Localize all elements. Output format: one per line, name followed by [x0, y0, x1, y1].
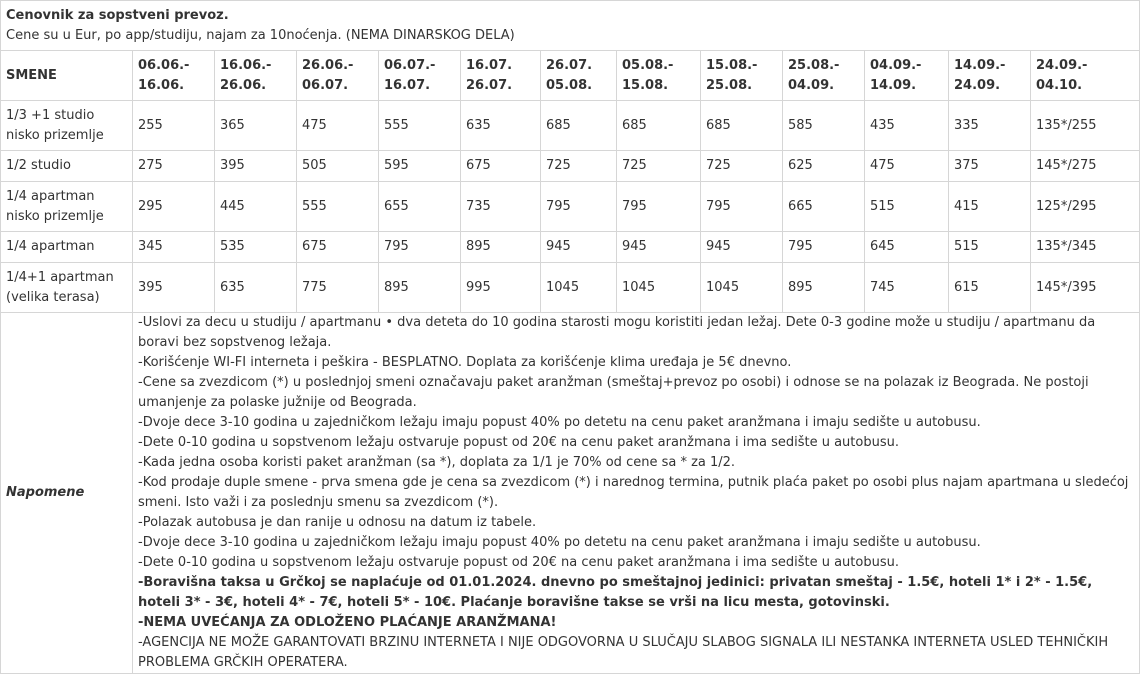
header-period	[949, 51, 1031, 101]
header-period	[133, 51, 215, 101]
row-label	[1, 263, 133, 313]
header-period-line: 05.08.-	[622, 57, 674, 73]
row-label-line: nisko prizemlje	[6, 208, 104, 224]
header-period	[215, 51, 297, 101]
price-cell: 945	[541, 232, 617, 263]
note-line: -Korišćenje WI-FI interneta i peškira - BESPLATNO. Doplata za korišćenje klima uređaja je 5€ dnevno.	[138, 355, 792, 370]
price-cell: 1045	[541, 263, 617, 313]
price-cell: 675	[297, 232, 379, 263]
price-cell: 685	[701, 101, 783, 151]
header-period-line: 24.09.-	[1036, 57, 1088, 73]
header-period-line: 25.08.-	[788, 57, 840, 73]
header-period-line: 16.07.	[384, 77, 431, 93]
row-label-line: (velika terasa)	[6, 289, 100, 305]
header-period-line: 06.06.-	[138, 57, 190, 73]
header-period	[783, 51, 865, 101]
header-period-line: 15.08.-	[706, 57, 758, 73]
price-cell: 415	[949, 182, 1031, 232]
row-label	[1, 151, 133, 182]
price-cell: 945	[701, 232, 783, 263]
row-label-line: 1/4+1 apartman	[6, 269, 114, 285]
price-cell: 945	[617, 232, 701, 263]
header-row	[1, 51, 1140, 101]
price-cell: 685	[541, 101, 617, 151]
header-period-line: 14.09.-	[954, 57, 1006, 73]
price-cell: 1045	[701, 263, 783, 313]
price-cell: 725	[617, 151, 701, 182]
price-cell: 435	[865, 101, 949, 151]
notes-row	[1, 313, 1140, 674]
header-period	[379, 51, 461, 101]
price-cell: 895	[379, 263, 461, 313]
price-cell: 775	[297, 263, 379, 313]
table-row	[1, 151, 1140, 182]
price-cell: 795	[617, 182, 701, 232]
price-cell: 685	[617, 101, 701, 151]
price-cell: 475	[865, 151, 949, 182]
row-label-line: 1/3 +1 studio	[6, 107, 95, 123]
header-period-line: 16.07.	[466, 57, 513, 73]
price-cell: 125*/295	[1031, 182, 1140, 232]
caption-subtitle: Cene su u Eur, po app/studiju, najam za 10noćenja. (NEMA DINARSKOG DELA)	[6, 27, 515, 43]
header-period-line: 16.06.	[138, 77, 185, 93]
header-period	[865, 51, 949, 101]
note-line: -Uslovi za decu u studiju / apartmanu • dva deteta do 10 godina starosti mogu koristiti jedan ležaj. Dete 0-3 godine može u studiju / apartmanu da boravi bez sopstvenog ležaja.	[138, 315, 1096, 350]
note-line: -Polazak autobusa je dan ranije u odnosu na datum iz tabele.	[138, 515, 537, 530]
price-cell: 585	[783, 101, 865, 151]
price-cell: 1045	[617, 263, 701, 313]
price-cell: 275	[133, 151, 215, 182]
note-line: -Dete 0-10 godina u sopstvenom ležaju ostvaruje popust od 20€ na cenu paket aranžmana i ima sedište u autobusu.	[138, 555, 899, 570]
price-cell: 655	[379, 182, 461, 232]
note-line: -NEMA UVEĆANJA ZA ODLOŽENO PLAĆANJE ARANŽMANA!	[138, 615, 557, 630]
note-line: -Boravišna taksa u Grčkoj se naplaćuje od 01.01.2024. dnevno po smeštajnoj jedinici: privatan smeštaj - 1.5€, hoteli 1* i 2* - 1.5€, hoteli 3* - 3€, hoteli 4* - 7€, hoteli 5* - 10€. Plaćanje boravišne takse se vrši na licu mesta, gotovinski.	[138, 575, 1093, 610]
note-line: -Dvoje dece 3-10 godina u zajedničkom ležaju imaju popust 40% po detetu na cenu paket aranžmana i imaju sedište u autobusu.	[138, 535, 981, 550]
price-cell: 135*/255	[1031, 101, 1140, 151]
header-period	[297, 51, 379, 101]
price-cell: 735	[461, 182, 541, 232]
header-period-line: 04.10.	[1036, 77, 1083, 93]
price-cell: 795	[783, 232, 865, 263]
header-period	[701, 51, 783, 101]
header-period	[617, 51, 701, 101]
price-cell: 135*/345	[1031, 232, 1140, 263]
note-line: -Dete 0-10 godina u sopstvenom ležaju ostvaruje popust od 20€ na cenu paket aranžmana i ima sedište u autobusu.	[138, 435, 899, 450]
price-cell: 635	[461, 101, 541, 151]
note-line: -Kod prodaje duple smene - prva smena gde je cena sa zvezdicom (*) i narednog termina, putnik plaća paket po osobi plus najam apartmana u sledećoj smeni. Isto važi i za poslednju smenu sa zvezdicom (*).	[138, 475, 1129, 510]
price-cell: 895	[461, 232, 541, 263]
row-label-line: 1/2 studio	[6, 158, 71, 173]
price-cell: 295	[133, 182, 215, 232]
price-cell: 505	[297, 151, 379, 182]
table-caption	[1, 1, 1140, 51]
note-line: -AGENCIJA NE MOŽE GARANTOVATI BRZINU INTERNETA I NIJE ODGOVORNA U SLUČAJU SLABOG SIGNALA ILI NESTANKA INTERNETA USLED TEHNIČKIH PROBLEMA GRČKIH OPERATERA.	[138, 635, 1109, 670]
price-cell: 745	[865, 263, 949, 313]
price-cell: 335	[949, 101, 1031, 151]
row-label-line: 1/4 apartman	[6, 239, 95, 254]
price-cell: 395	[215, 151, 297, 182]
header-period-line: 06.07.-	[384, 57, 436, 73]
price-cell: 555	[297, 182, 379, 232]
header-period-line: 06.07.	[302, 77, 349, 93]
notes-label: Napomene	[1, 313, 133, 674]
notes-content	[133, 313, 1140, 674]
header-period-line: 26.07.	[466, 77, 513, 93]
header-period	[1031, 51, 1140, 101]
table-row	[1, 232, 1140, 263]
price-cell: 645	[865, 232, 949, 263]
price-cell: 395	[133, 263, 215, 313]
header-period-line: 04.09.-	[870, 57, 922, 73]
row-label	[1, 232, 133, 263]
price-cell: 515	[865, 182, 949, 232]
price-cell: 725	[541, 151, 617, 182]
header-period-line: 26.07.	[546, 57, 593, 73]
header-period-line: 24.09.	[954, 77, 1001, 93]
note-line: -Dvoje dece 3-10 godina u zajedničkom ležaju imaju popust 40% po detetu na cenu paket aranžmana i imaju sedište u autobusu.	[138, 415, 981, 430]
price-cell: 635	[215, 263, 297, 313]
table-row	[1, 263, 1140, 313]
price-cell: 615	[949, 263, 1031, 313]
header-shifts: SMENE	[1, 51, 133, 101]
caption-title: Cenovnik za sopstveni prevoz.	[6, 7, 229, 23]
row-label	[1, 101, 133, 151]
row-label-line: 1/4 apartman	[6, 188, 95, 204]
header-period-line: 05.08.	[546, 77, 593, 93]
note-line: -Kada jedna osoba koristi paket aranžman (sa *), doplata za 1/1 je 70% od cene sa * za 1/2.	[138, 455, 736, 470]
price-cell: 375	[949, 151, 1031, 182]
table-row	[1, 101, 1140, 151]
price-cell: 795	[701, 182, 783, 232]
price-cell: 145*/275	[1031, 151, 1140, 182]
header-period-line: 04.09.	[788, 77, 835, 93]
price-cell: 625	[783, 151, 865, 182]
price-cell: 555	[379, 101, 461, 151]
price-cell: 595	[379, 151, 461, 182]
row-label-line: nisko prizemlje	[6, 127, 104, 143]
row-label	[1, 182, 133, 232]
header-period-line: 16.06.-	[220, 57, 272, 73]
price-cell: 795	[379, 232, 461, 263]
price-cell: 255	[133, 101, 215, 151]
price-cell: 895	[783, 263, 865, 313]
header-period-line: 25.08.	[706, 77, 753, 93]
header-period-line: 14.09.	[870, 77, 917, 93]
price-cell: 475	[297, 101, 379, 151]
table-row	[1, 182, 1140, 232]
price-cell: 995	[461, 263, 541, 313]
price-cell: 675	[461, 151, 541, 182]
price-cell: 445	[215, 182, 297, 232]
price-cell: 725	[701, 151, 783, 182]
header-period-line: 26.06.-	[302, 57, 354, 73]
header-period-line: 26.06.	[220, 77, 267, 93]
price-cell: 145*/395	[1031, 263, 1140, 313]
price-cell: 795	[541, 182, 617, 232]
price-cell: 535	[215, 232, 297, 263]
note-line: -Cene sa zvezdicom (*) u poslednjoj smeni označavaju paket aranžman (smeštaj+prevoz po osobi) i odnose se na polazak iz Beograda. Ne postoji umanjenje za polaske južnije od Beograda.	[138, 375, 1089, 410]
price-cell: 365	[215, 101, 297, 151]
price-cell: 345	[133, 232, 215, 263]
header-period	[461, 51, 541, 101]
header-period-line: 15.08.	[622, 77, 669, 93]
header-period	[541, 51, 617, 101]
price-cell: 515	[949, 232, 1031, 263]
price-cell: 665	[783, 182, 865, 232]
